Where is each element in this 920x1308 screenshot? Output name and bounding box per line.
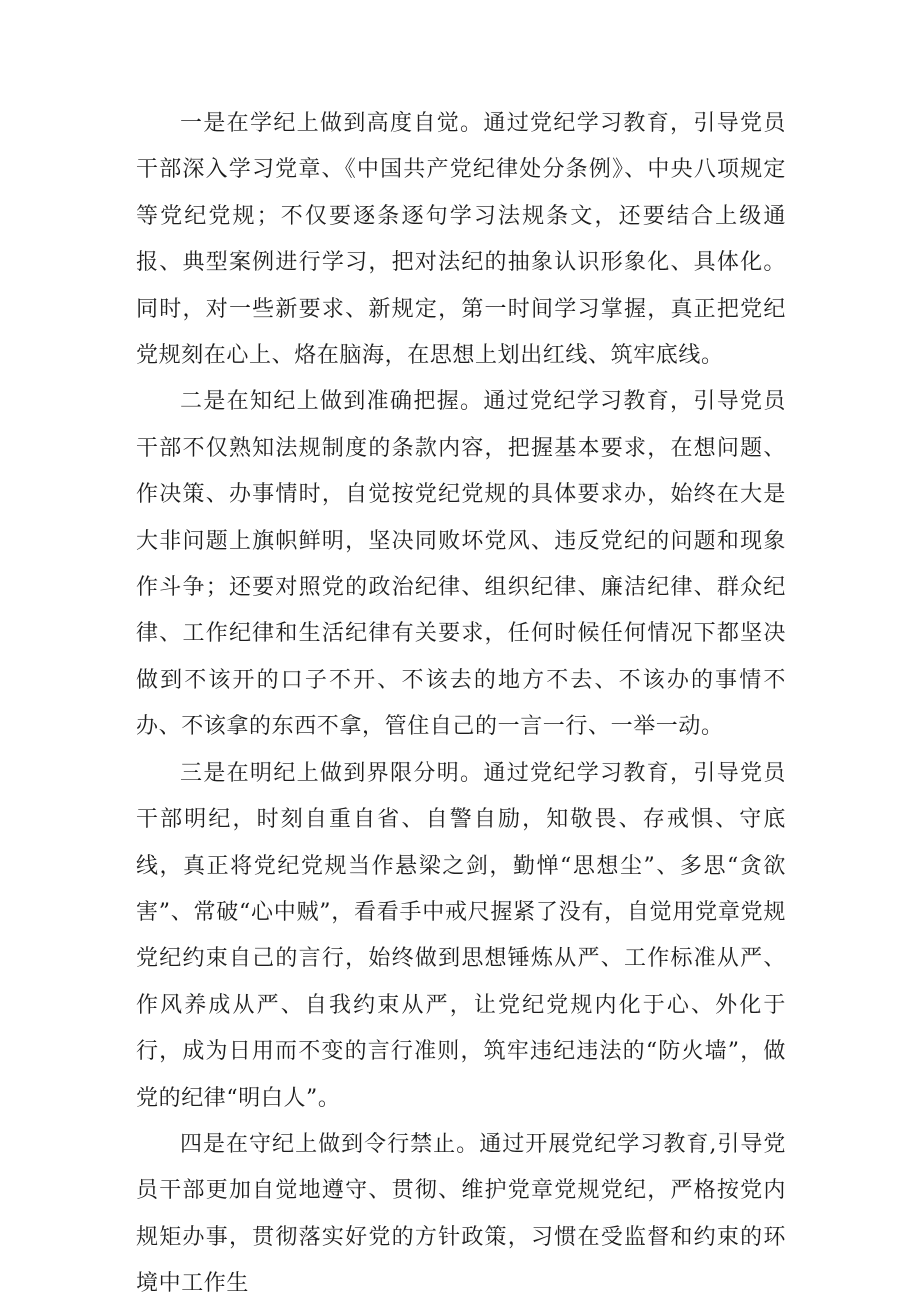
paragraph-1: 一是在学纪上做到高度自觉。通过党纪学习教育，引导党员干部深入学习党章、《中国共产党纪律处分条例》、中央八项规定等党纪党规；不仅要逐条逐句学习法规条文，还要结合上级通报、典型案例进行学习，把对法纪的抽象认识形象化、具体化。同时，对一些新要求、新规定，第一时间学习掌握，真正把党纪党规刻在心上、烙在脑海，在思想上划出红线、筑牢底线。 [136,111,786,369]
paragraph-3: 三是在明纪上做到界限分明。通过党纪学习教育，引导党员干部明纪，时刻自重自省、自警自励，知敬畏、存戒惧、守底线，真正将党纪党规当作悬梁之剑，勤惮“思想尘”、多思“贪欲害”、常破“心中贼”，看看手中戒尺握紧了没有，自觉用党章党规党纪约束自己的言行，始终做到思想锤炼从严、工作标准从严、作风养成从严、自我约束从严，让党纪党规内化于心、外化于行，成为日用而不变的言行准则，筑牢违纪违法的“防火墙”，做党的纪律“明白人”。 [136,760,786,1111]
paragraph-2: 二是在知纪上做到准确把握。通过党纪学习教育，引导党员干部不仅熟知法规制度的条款内容，把握基本要求，在想问题、作决策、办事情时，自觉按党纪党规的具体要求办，始终在大是大非问题上旗帜鲜明，坚决同败坏党风、违反党纪的问题和现象作斗争；还要对照党的政治纪律、组织纪律、廉洁纪律、群众纪律、工作纪律和生活纪律有关要求，任何时候任何情况下都坚决做到不该开的口子不开、不该去的地方不去、不该办的事情不办、不该拿的东西不拿，管住自己的一言一行、一举一动。 [136,389,786,740]
paragraph-4: 四是在守纪上做到令行禁止。通过开展党纪学习教育,引导党员干部更加自觉地遵守、贯彻、维护党章党规党纪，严格按党内规矩办事，贯彻落实好党的方针政策，习惯在受监督和约束的环境中工作生 [136,1131,786,1297]
document-body [136,101,786,1308]
